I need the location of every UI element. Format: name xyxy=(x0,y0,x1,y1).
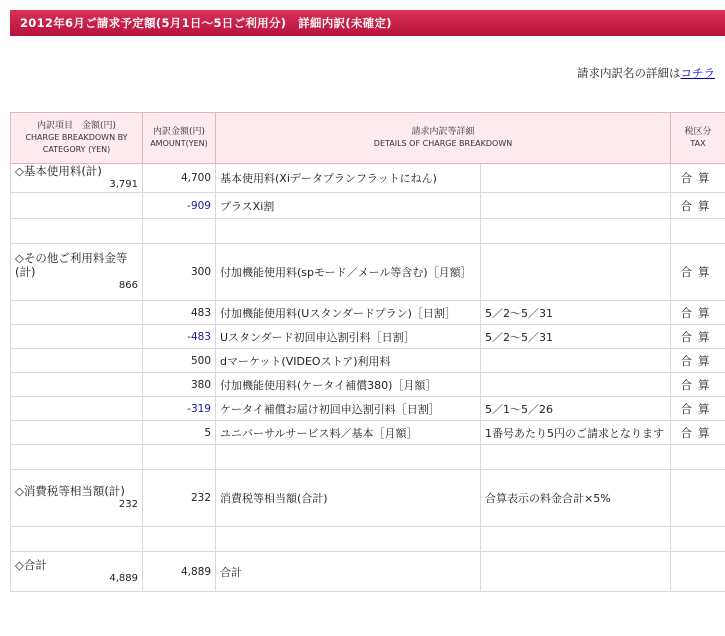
row-description: dマーケット(VIDEOストア)利用料 xyxy=(216,349,481,373)
section-label: ◇消費税等相当額(計) xyxy=(15,484,125,498)
row-note xyxy=(481,349,671,373)
table-row xyxy=(11,164,725,193)
table-row xyxy=(11,349,725,373)
table-row xyxy=(11,325,725,349)
section-total: 4,889 xyxy=(109,572,138,584)
row-amount: -319 xyxy=(143,397,216,421)
row-tax xyxy=(671,470,725,527)
section-grand-total xyxy=(11,552,143,592)
row-note: 5／2〜5／31 xyxy=(481,301,671,325)
header-details: 請求内訳等詳細 DETAILS OF CHARGE BREAKDOWN xyxy=(216,113,671,164)
row-tax: 合算 xyxy=(671,301,725,325)
row-tax: 合算 xyxy=(671,349,725,373)
section-other xyxy=(11,244,143,301)
row-tax: 合算 xyxy=(671,421,725,445)
row-note: 1番号あたり5円のご請求となります xyxy=(481,421,671,445)
table-row xyxy=(11,470,725,527)
detail-link[interactable]: コチラ xyxy=(680,66,715,80)
row-description: 合計 xyxy=(216,552,481,592)
row-description: 付加機能使用料(Uスタンダードプラン)［日割］ xyxy=(216,301,481,325)
row-note: 合算表示の料金合計×5% xyxy=(481,470,671,527)
row-amount: 5 xyxy=(143,421,216,445)
row-amount: 232 xyxy=(143,470,216,527)
row-amount: 300 xyxy=(143,244,216,301)
section-label: ◇合計 xyxy=(15,557,47,572)
row-note xyxy=(481,552,671,592)
row-description: ケータイ補償お届け初回申込割引料［日割］ xyxy=(216,397,481,421)
row-note xyxy=(481,193,671,219)
table-row xyxy=(11,373,725,397)
header-tax: 税区分 TAX xyxy=(671,113,725,164)
header-category: 内訳項目 金額(円) CHARGE BREAKDOWN BY CATEGORY (YEN) xyxy=(11,113,143,164)
detail-link-row xyxy=(577,65,715,81)
spacer-row xyxy=(11,445,725,470)
section-tax xyxy=(11,470,143,527)
section-label: ◇基本使用料(計) xyxy=(15,164,102,178)
row-description: 消費税等相当額(合計) xyxy=(216,470,481,527)
table-row xyxy=(11,397,725,421)
row-note: 5／2〜5／31 xyxy=(481,325,671,349)
row-note: 5／1〜5／26 xyxy=(481,397,671,421)
row-tax xyxy=(671,552,725,592)
section-basic xyxy=(11,164,143,193)
charge-breakdown-table xyxy=(10,112,725,592)
row-note xyxy=(481,373,671,397)
section-total: 3,791 xyxy=(109,179,138,190)
row-tax: 合算 xyxy=(671,373,725,397)
page-header xyxy=(10,10,725,36)
row-description: ユニバーサルサービス料／基本［月額］ xyxy=(216,421,481,445)
table-row xyxy=(11,552,725,592)
spacer-row xyxy=(11,527,725,552)
row-description: 付加機能使用料(ケータイ補償380)［月額］ xyxy=(216,373,481,397)
table-row xyxy=(11,421,725,445)
row-description: 基本使用料(Xiデータプランフラットにねん) xyxy=(216,164,481,193)
header-amount: 内訳金額(円) AMOUNT(YEN) xyxy=(143,113,216,164)
row-description: 付加機能使用料(spモード／メール等含む)［月額］ xyxy=(216,244,481,301)
row-description: Uスタンダード初回申込割引料［日割］ xyxy=(216,325,481,349)
table-row xyxy=(11,193,725,219)
row-note xyxy=(481,164,671,193)
row-amount: 483 xyxy=(143,301,216,325)
spacer-row xyxy=(11,219,725,244)
table-row xyxy=(11,244,725,301)
row-tax: 合算 xyxy=(671,325,725,349)
table-row xyxy=(11,301,725,325)
section-label: ◇その他ご利用料金等(計) xyxy=(15,251,128,279)
row-amount: 380 xyxy=(143,373,216,397)
row-tax: 合算 xyxy=(671,244,725,301)
row-note xyxy=(481,244,671,301)
row-amount: -483 xyxy=(143,325,216,349)
table-header-row xyxy=(11,113,725,164)
row-amount: 4,700 xyxy=(143,164,216,193)
row-tax: 合算 xyxy=(671,397,725,421)
row-amount: -909 xyxy=(143,193,216,219)
row-amount: 500 xyxy=(143,349,216,373)
row-tax: 合算 xyxy=(671,193,725,219)
section-total: 866 xyxy=(118,280,138,291)
detail-link-prefix: 請求内訳名の詳細は xyxy=(577,66,681,80)
page-title: 2012年6月ご請求予定額(5月1日〜5日ご利用分) 詳細内訳(未確定) xyxy=(20,16,392,30)
section-total: 232 xyxy=(118,499,138,510)
row-description: プラスXi割 xyxy=(216,193,481,219)
row-tax: 合算 xyxy=(671,164,725,193)
row-amount: 4,889 xyxy=(143,552,216,592)
